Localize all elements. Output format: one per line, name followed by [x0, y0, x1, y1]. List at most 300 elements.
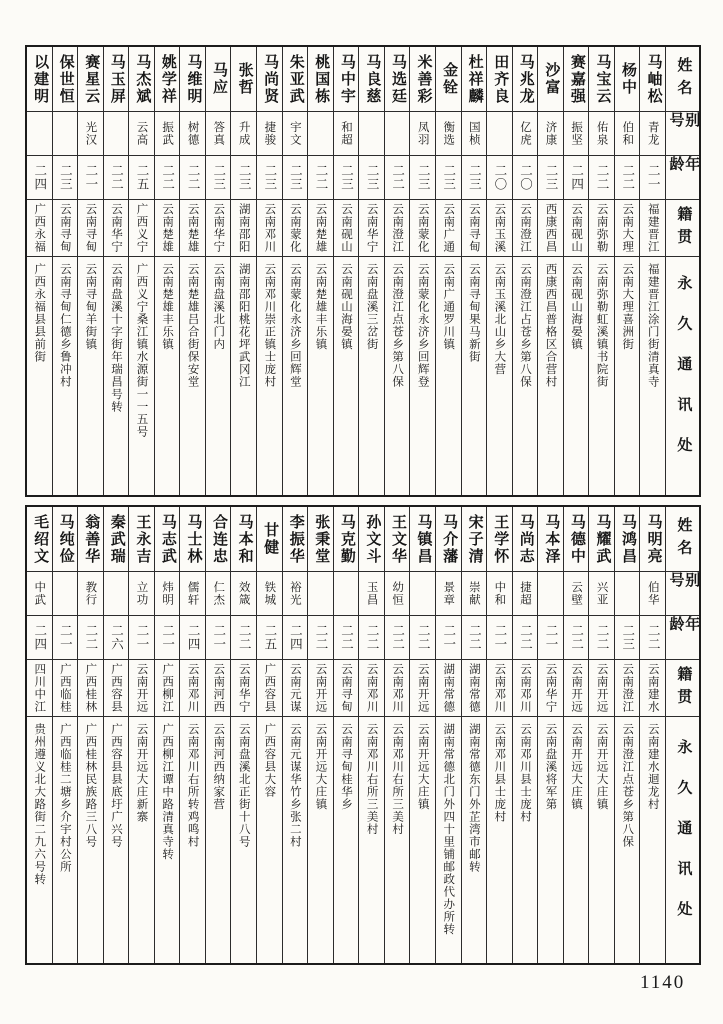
person-column	[103, 507, 129, 963]
person-alias	[53, 112, 78, 156]
person-address-text: 云南寻甸桂华乡	[340, 723, 352, 811]
person-age	[487, 156, 512, 200]
person-origin	[180, 200, 205, 257]
person-origin-text: 云南砚山	[570, 203, 583, 253]
person-age-text: 二一	[441, 624, 456, 651]
person-column	[409, 47, 435, 495]
person-address	[206, 717, 231, 963]
person-origin	[155, 200, 180, 257]
person-age-text: 二二	[569, 624, 584, 651]
person-alias	[513, 112, 538, 156]
row-header-address-text: 永久通讯处	[675, 738, 692, 942]
person-age	[78, 616, 103, 660]
person-name	[615, 507, 640, 572]
person-alias-text: 伯和	[621, 121, 634, 146]
person-alias	[538, 112, 563, 156]
person-origin-text: 云南建水	[646, 663, 659, 713]
person-age	[513, 616, 538, 660]
person-column	[230, 507, 256, 963]
person-alias-text: 景章	[442, 581, 455, 606]
person-alias	[410, 112, 435, 156]
person-column	[486, 507, 512, 963]
person-alias-text: 树德	[186, 121, 199, 146]
person-alias	[283, 112, 308, 156]
person-column	[154, 507, 180, 963]
person-address-text: 云南邓川县士庞村	[493, 723, 506, 823]
person-origin	[538, 660, 563, 717]
person-origin	[27, 660, 52, 717]
person-column	[282, 507, 308, 963]
person-name	[513, 507, 538, 572]
person-alias-text: 宇文	[288, 121, 301, 146]
person-address	[231, 717, 256, 963]
person-age	[538, 616, 563, 660]
person-alias-text: 云高	[135, 121, 148, 146]
person-age-text: 二一	[544, 624, 559, 651]
row-header-address-text: 永久通讯处	[675, 274, 692, 478]
person-column	[435, 47, 461, 495]
row-header-origin-text: 籍贯	[675, 205, 692, 251]
person-alias-text: 教行	[84, 581, 97, 606]
person-address-text: 云南邓川右所三美村	[365, 723, 378, 836]
person-address	[257, 257, 282, 495]
person-address-text: 广西容县大容	[263, 723, 276, 798]
person-address-text: 云南邓川崇正镇士庞村	[263, 263, 276, 388]
person-alias-text: 中和	[493, 581, 506, 606]
person-name	[615, 47, 640, 112]
person-address	[206, 257, 231, 495]
person-origin-text: 云南邓川	[391, 663, 404, 713]
person-alias	[615, 112, 640, 156]
person-name-text: 以建明	[32, 53, 49, 105]
person-origin-text: 云南开远	[314, 663, 327, 713]
person-origin	[462, 200, 487, 257]
person-alias	[257, 112, 282, 156]
person-name	[334, 507, 359, 572]
person-name-text: 王学怀	[492, 513, 509, 565]
person-age	[231, 616, 256, 660]
person-origin	[104, 660, 129, 717]
person-alias	[334, 112, 359, 156]
person-alias	[564, 112, 589, 156]
person-age-text: 二〇	[492, 164, 507, 191]
person-origin-text: 云南开远	[135, 663, 148, 713]
person-address-text: 云南澄江点苍乡第八保	[621, 723, 634, 848]
row-header-age-text: 年龄	[667, 156, 699, 179]
person-alias	[231, 112, 256, 156]
person-address-text: 西康西昌普格区合营村	[544, 263, 557, 388]
person-alias	[513, 572, 538, 616]
person-alias	[206, 572, 231, 616]
person-alias-text: 佑泉	[595, 121, 608, 146]
person-address	[513, 717, 538, 963]
person-origin-text: 云南开远	[595, 663, 608, 713]
person-age-text: 二二	[416, 624, 431, 651]
person-age	[180, 156, 205, 200]
person-origin-text: 广西临桂	[58, 663, 71, 713]
person-origin-text: 广西容县	[109, 663, 122, 713]
person-name	[180, 507, 205, 572]
person-origin	[283, 660, 308, 717]
person-address-text: 广西临桂二塘乡介宇村公所	[58, 723, 71, 873]
person-address	[27, 717, 52, 963]
person-age	[359, 156, 384, 200]
person-name	[129, 47, 154, 112]
person-age	[385, 156, 410, 200]
person-age-text: 二二	[620, 164, 635, 191]
person-alias	[308, 572, 333, 616]
person-alias-text: 振坚	[570, 121, 583, 146]
person-name	[385, 507, 410, 572]
person-alias-text: 和超	[340, 121, 352, 146]
person-name-text: 马志武	[159, 513, 176, 565]
person-alias	[104, 112, 129, 156]
person-age-text: 二三	[339, 164, 354, 191]
person-column	[639, 507, 665, 963]
person-age-text: 二三	[467, 164, 482, 191]
person-name-text: 李振华	[287, 513, 304, 565]
person-alias	[53, 572, 78, 616]
person-age-text: 二三	[544, 164, 559, 191]
person-age-text: 二四	[32, 164, 47, 191]
person-origin-text: 云南砚山	[340, 203, 352, 253]
person-age	[180, 616, 205, 660]
row-header-alias	[666, 572, 699, 616]
person-origin	[513, 660, 538, 717]
person-origin	[385, 200, 410, 257]
row-header-column	[665, 507, 699, 963]
page-number: 1140	[640, 972, 686, 993]
person-origin-text: 四川中江	[33, 663, 46, 713]
person-address	[53, 717, 78, 963]
person-name-text: 马鸿昌	[620, 513, 637, 565]
person-alias-text: 升成	[237, 121, 250, 146]
person-age-text: 二一	[83, 164, 98, 191]
person-origin-text: 云南楚雄	[186, 203, 199, 253]
person-name-text: 桃国栋	[313, 53, 330, 105]
row-header-origin	[666, 660, 699, 717]
person-name-text: 马岫松	[645, 53, 662, 105]
person-address-text: 云南楚雄丰乐镇	[161, 263, 174, 351]
person-column	[282, 47, 308, 495]
person-origin-text: 广西柳江	[161, 663, 174, 713]
person-origin	[334, 660, 359, 717]
person-alias	[640, 112, 665, 156]
person-age	[385, 616, 410, 660]
person-name	[640, 507, 665, 572]
person-alias-text: 玉昌	[365, 581, 378, 606]
person-origin	[385, 660, 410, 717]
person-name	[206, 507, 231, 572]
person-name	[78, 47, 103, 112]
person-origin-text: 广西桂林	[84, 663, 97, 713]
person-address-text: 云南广通罗川镇	[442, 263, 455, 351]
person-address-text: 广西义宁桑江镇水源街一一五号	[135, 263, 148, 438]
person-age	[564, 616, 589, 660]
person-alias	[334, 572, 359, 616]
person-name-text: 王永吉	[134, 513, 151, 565]
person-name-text: 宋子清	[466, 513, 483, 565]
person-alias-text: 仁杰	[212, 581, 225, 606]
person-alias-text: 捷骏	[263, 121, 276, 146]
person-name-text: 马中宇	[338, 53, 355, 105]
person-origin-text: 云南寻甸	[467, 203, 480, 253]
person-address-text: 云南玉溪北山乡大营	[493, 263, 506, 376]
person-alias-text: 幼恒	[391, 581, 404, 606]
person-origin-text: 云南华宁	[237, 663, 250, 713]
person-name	[155, 507, 180, 572]
person-origin	[564, 660, 589, 717]
person-alias	[564, 572, 589, 616]
person-age	[640, 616, 665, 660]
person-name	[283, 507, 308, 572]
person-origin-text: 云南河西	[212, 663, 225, 713]
person-origin	[410, 660, 435, 717]
person-address	[155, 257, 180, 495]
person-column	[179, 47, 205, 495]
person-origin-text: 云南蒙化	[416, 203, 429, 253]
person-age	[129, 156, 154, 200]
person-age-text: 二一	[492, 624, 507, 651]
person-age	[410, 156, 435, 200]
person-address-text: 云南盘溪北正街十八号	[237, 723, 250, 848]
person-address-text: 广西容县县底圩广兴号	[109, 723, 122, 848]
person-age-text: 二二	[365, 624, 380, 651]
person-address-text: 云南砚山海晏镇	[570, 263, 583, 351]
person-name-text: 马耀武	[594, 513, 611, 565]
person-alias	[359, 112, 384, 156]
person-name	[564, 47, 589, 112]
person-origin-text: 云南楚雄	[161, 203, 174, 253]
person-column	[52, 47, 78, 495]
person-name-text: 田齐良	[492, 53, 509, 105]
person-address-text: 云南澄江占苍乡第八保	[518, 263, 531, 388]
person-address-text: 云南开远大庄镇	[570, 723, 583, 811]
person-name-text: 马士林	[185, 513, 202, 565]
person-age	[206, 156, 231, 200]
person-age	[104, 156, 129, 200]
person-age	[487, 616, 512, 660]
person-column	[614, 47, 640, 495]
person-address	[410, 717, 435, 963]
person-column	[537, 507, 563, 963]
person-address	[487, 257, 512, 495]
person-alias	[78, 112, 103, 156]
person-age-text: 二二	[390, 624, 405, 651]
person-age-text: 二三	[620, 624, 635, 651]
person-address-text: 云南开远大庄镇	[416, 723, 429, 811]
person-name	[257, 47, 282, 112]
person-alias	[206, 112, 231, 156]
person-alias	[27, 112, 52, 156]
person-alias-text: 中武	[33, 581, 46, 606]
person-name	[27, 47, 52, 112]
row-header-age	[666, 616, 699, 660]
person-address-text: 云南澄江点苍乡第八保	[391, 263, 404, 388]
person-alias	[436, 572, 461, 616]
person-origin	[513, 200, 538, 257]
person-origin-text: 云南华宁	[109, 203, 122, 253]
person-address-text: 广西永福县县前街	[33, 263, 46, 363]
person-age	[308, 156, 333, 200]
person-column	[409, 507, 435, 963]
person-age-text: 二三	[441, 164, 456, 191]
person-alias-text: 光汉	[84, 121, 97, 146]
person-age-text: 二二	[646, 624, 661, 651]
person-alias-text: 青龙	[646, 121, 659, 146]
person-name	[334, 47, 359, 112]
person-address	[308, 257, 333, 495]
person-column	[307, 507, 333, 963]
person-origin-text: 云南澄江	[518, 203, 531, 253]
person-alias-text: 铁城	[263, 581, 276, 606]
person-name	[564, 507, 589, 572]
person-age-text: 二二	[390, 164, 405, 191]
person-address	[104, 257, 129, 495]
person-alias	[359, 572, 384, 616]
person-address-text: 云南盘溪三岔街	[365, 263, 378, 351]
person-origin	[180, 660, 205, 717]
person-column	[205, 47, 231, 495]
person-address	[155, 717, 180, 963]
person-address	[436, 717, 461, 963]
person-name-text: 沙富	[543, 62, 560, 96]
person-origin	[538, 200, 563, 257]
person-alias	[104, 572, 129, 616]
person-name-text: 赛星云	[83, 53, 100, 105]
person-alias	[385, 112, 410, 156]
person-column	[103, 47, 129, 495]
person-column	[27, 507, 52, 963]
person-name	[283, 47, 308, 112]
person-name	[231, 507, 256, 572]
person-address-text: 云南开远大庄新寨	[135, 723, 148, 823]
person-column	[461, 47, 487, 495]
person-column	[384, 507, 410, 963]
person-origin-text: 云南蒙化	[288, 203, 301, 253]
person-address-text: 云南寻甸果马新街	[467, 263, 480, 363]
person-age	[538, 156, 563, 200]
person-alias	[308, 112, 333, 156]
person-origin-text: 福建晋江	[646, 203, 659, 253]
person-alias-text: 兴亚	[595, 581, 608, 606]
person-age	[564, 156, 589, 200]
person-alias	[231, 572, 256, 616]
person-age	[206, 616, 231, 660]
person-age-text: 二三	[288, 164, 303, 191]
person-address	[410, 257, 435, 495]
person-address-text: 云南建水迴龙村	[646, 723, 659, 811]
person-alias-text: 亿虎	[518, 121, 531, 146]
person-alias-text: 济康	[544, 121, 557, 146]
person-name-text: 马尚贤	[262, 53, 279, 105]
person-alias	[487, 572, 512, 616]
person-age-text: 二二	[313, 164, 328, 191]
person-alias	[129, 112, 154, 156]
person-name	[231, 47, 256, 112]
person-origin	[334, 200, 359, 257]
person-name-text: 张秉堂	[313, 513, 330, 565]
person-address	[462, 257, 487, 495]
person-age	[78, 156, 103, 200]
person-address	[283, 717, 308, 963]
person-address-text: 贵州遵义北大路街二九六号转	[33, 723, 46, 886]
person-name	[78, 507, 103, 572]
person-address	[257, 717, 282, 963]
person-origin	[257, 200, 282, 257]
person-alias-text: 伯华	[646, 581, 659, 606]
row-header-address	[666, 717, 699, 963]
person-column	[435, 507, 461, 963]
person-age	[462, 156, 487, 200]
person-origin	[78, 200, 103, 257]
person-address-text: 云南开远大庄镇	[595, 723, 608, 811]
person-address	[27, 257, 52, 495]
person-alias	[487, 112, 512, 156]
person-origin-text: 云南大理	[621, 203, 634, 253]
person-alias	[436, 112, 461, 156]
person-name	[410, 47, 435, 112]
person-name	[589, 507, 614, 572]
person-alias	[640, 572, 665, 616]
person-origin-text: 云南楚雄	[314, 203, 327, 253]
person-address	[78, 257, 103, 495]
person-origin	[206, 660, 231, 717]
person-name-text: 孙文斗	[364, 513, 381, 565]
person-address	[53, 257, 78, 495]
person-column	[358, 47, 384, 495]
person-name	[104, 47, 129, 112]
row-header-address	[666, 257, 699, 495]
row-header-name	[666, 507, 699, 572]
person-address-text: 福建晋江涂门街清真寺	[646, 263, 659, 388]
person-origin	[615, 200, 640, 257]
person-origin-text: 云南邓川	[263, 203, 276, 253]
person-age	[257, 156, 282, 200]
person-origin	[129, 660, 154, 717]
person-age	[283, 156, 308, 200]
person-alias	[410, 572, 435, 616]
person-age-text: 二二	[186, 164, 201, 191]
person-address-text: 湖南常德北门外四十里铺邮政代办所转	[442, 723, 455, 936]
person-origin-text: 云南邓川	[365, 663, 378, 713]
person-column	[333, 507, 359, 963]
person-age-text: 二六	[109, 624, 124, 651]
person-age	[640, 156, 665, 200]
person-address-text: 云南元谋华竹乡张二村	[288, 723, 301, 848]
person-origin-text: 西康西昌	[544, 203, 557, 253]
person-name	[538, 47, 563, 112]
person-address	[359, 257, 384, 495]
person-address	[615, 717, 640, 963]
person-age-text: 二四	[288, 624, 303, 651]
person-origin	[640, 200, 665, 257]
person-address-text: 云南蒙化永济乡回辉登	[416, 263, 429, 388]
person-age-text: 二二	[518, 624, 533, 651]
person-origin-text: 云南开远	[570, 663, 583, 713]
person-name-text: 赛嘉强	[568, 53, 585, 105]
person-alias	[129, 572, 154, 616]
person-age-text: 二一	[211, 624, 226, 651]
person-name	[410, 507, 435, 572]
person-name-text: 杜祥麟	[466, 53, 483, 105]
person-name	[308, 47, 333, 112]
person-name-text: 马维明	[185, 53, 202, 105]
person-origin-text: 湖南邵阳	[237, 203, 250, 253]
person-address	[308, 717, 333, 963]
person-origin	[589, 660, 614, 717]
person-origin	[206, 200, 231, 257]
